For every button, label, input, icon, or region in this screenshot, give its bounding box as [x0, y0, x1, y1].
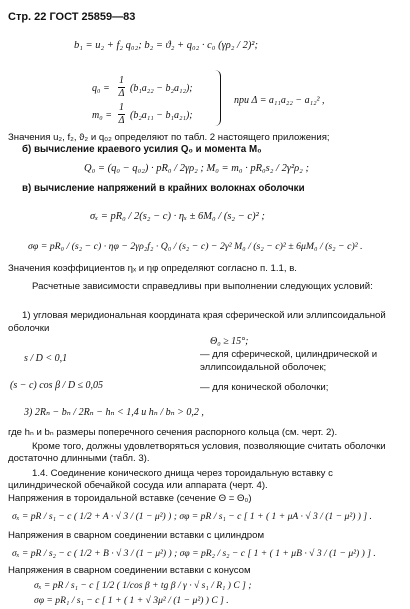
item-b-heading: б) вычисление краевого усилия Q₀ и момента M₀	[22, 144, 262, 155]
delta-definition: при Δ = a₁₁a₂₂ − a₁₂² ,	[234, 95, 325, 106]
paragraph-1-4: 1.4. Соединение конического днища через тороидальную вставку с цилиндрической обечайкой сосуда или аппарата (черт. 4).	[8, 468, 333, 491]
system-brace	[214, 70, 221, 126]
condition-2-formula: s / D < 0,1	[24, 353, 68, 364]
page-header: Стр. 22 ГОСТ 25859—83	[8, 11, 136, 23]
condition-2b-text: — для конической оболочки;	[200, 382, 329, 393]
sigma-x-formula: σₓ = pR₀ / 2(s₂ − c) · ηₓ ± 6M₀ / (s₂ − c)² ;	[90, 211, 265, 222]
condition-2-text: — для сферической, цилиндрической и эллипсоидальной оболочек;	[200, 349, 378, 373]
where-note: где hₙ и bₙ размеры поперечного сечения распорного кольца (см. черт. 2).	[8, 427, 338, 438]
q0-rhs: (b₁a₂₂ − b₂a₁₂);	[130, 83, 193, 94]
m0-frac-num: 1	[119, 102, 124, 113]
m0-rhs: (b₂a₁₁ − b₁a₂₁);	[130, 110, 193, 121]
condition-1: 1) угловая меридиональная координата края сферической или эллипсоидальной оболочки	[8, 310, 386, 334]
cylinder-stress-formula: σₓ = pR / s₂ − c ( 1/2 + B · √ 3 / (1 − μ²) ) ; σφ = pR₂ / s₂ − c [ 1 + ( 1 + μB · √ 3 / (1 − μ²) ) ] .	[12, 548, 376, 559]
coefficients-note: Значения коэффициентов ηₓ и ηφ определяют согласно п. 1.1, в.	[8, 263, 297, 274]
theta-condition: Θ₀ ≥ 15°;	[210, 336, 249, 347]
q0-frac-num: 1	[119, 75, 124, 86]
m0-frac-den: Δ	[118, 115, 125, 126]
torus-stress-formula: σₓ = pR / s₁ − c ( 1/2 + A · √ 3 / (1 − μ²) ) ; σφ = pR / s₁ − c [ 1 + ( 1 + μA · √ 3 / (1 − μ²) ) ] .	[12, 511, 372, 522]
sigma-phi-formula: σφ = pR₀ / (s₂ − c) · ηφ − 2γρ₂f₂ · Q₀ / (s₂ − c) − 2γ² M₀ / (s₂ − c)² ± 6μM₀ / (s₂ − c)² .	[28, 241, 363, 252]
b-definitions: b₁ = u₂ + f₂ q₀₂; b₂ = ϑ₂ + q₀₂ · c₀ (γρ₂ / 2)²;	[74, 40, 258, 51]
item-v-heading: в) вычисление напряжений в крайних волокнах оболочки	[22, 183, 305, 194]
torus-stress-heading: Напряжения в тороидальной вставке (сечение Θ = Θ₀)	[8, 493, 252, 504]
calc-dependencies: Расчетные зависимости справедливы при выполнении следующих условий:	[32, 281, 373, 292]
cone-stress-phi-formula: σφ = pR₁ / s₁ − c [ 1 + ( 1 + √ 3μ² / (1 − μ²) ) C ] .	[34, 595, 229, 606]
m0-lhs: m₀ =	[92, 110, 112, 121]
q0-fraction	[118, 76, 125, 99]
q0-frac-den: Δ	[118, 88, 125, 99]
cone-stress-heading: Напряжения в сварном соединении вставки с конусом	[8, 565, 251, 576]
besides-paragraph: Кроме того, должны удовлетворяться условия, позволяющие считать оболочки достаточно длинными (табл. 3).	[8, 441, 386, 464]
condition-2b-formula: (s − c) cos β / D ≤ 0,05	[10, 380, 104, 391]
condition-3-formula: 3) 2Rₙ − bₙ / 2Rₙ − hₙ < 1,4 и hₙ / bₙ > 0,2 ,	[24, 407, 204, 418]
q0-lhs: q₀ =	[92, 83, 110, 94]
cylinder-stress-heading: Напряжения в сварном соединении вставки с цилиндром	[8, 530, 265, 541]
m0-fraction	[118, 103, 125, 126]
values-note: Значения u₂, f₂, ϑ₂ и q₀₂ определяют по табл. 2 настоящего приложения;	[8, 132, 330, 143]
cone-stress-x-formula: σₓ = pR / s₁ − c [ 1/2 ( 1/cos β + tg β / γ · √ s₁ / R₁ ) C ] ;	[34, 580, 252, 591]
q0-m0-formula: Q₀ = (q₀ − q₀₂) · pR₀ / 2γρ₂ ; M₀ = m₀ · pR₀s₂ / 2γ²ρ₂ ;	[84, 163, 309, 174]
